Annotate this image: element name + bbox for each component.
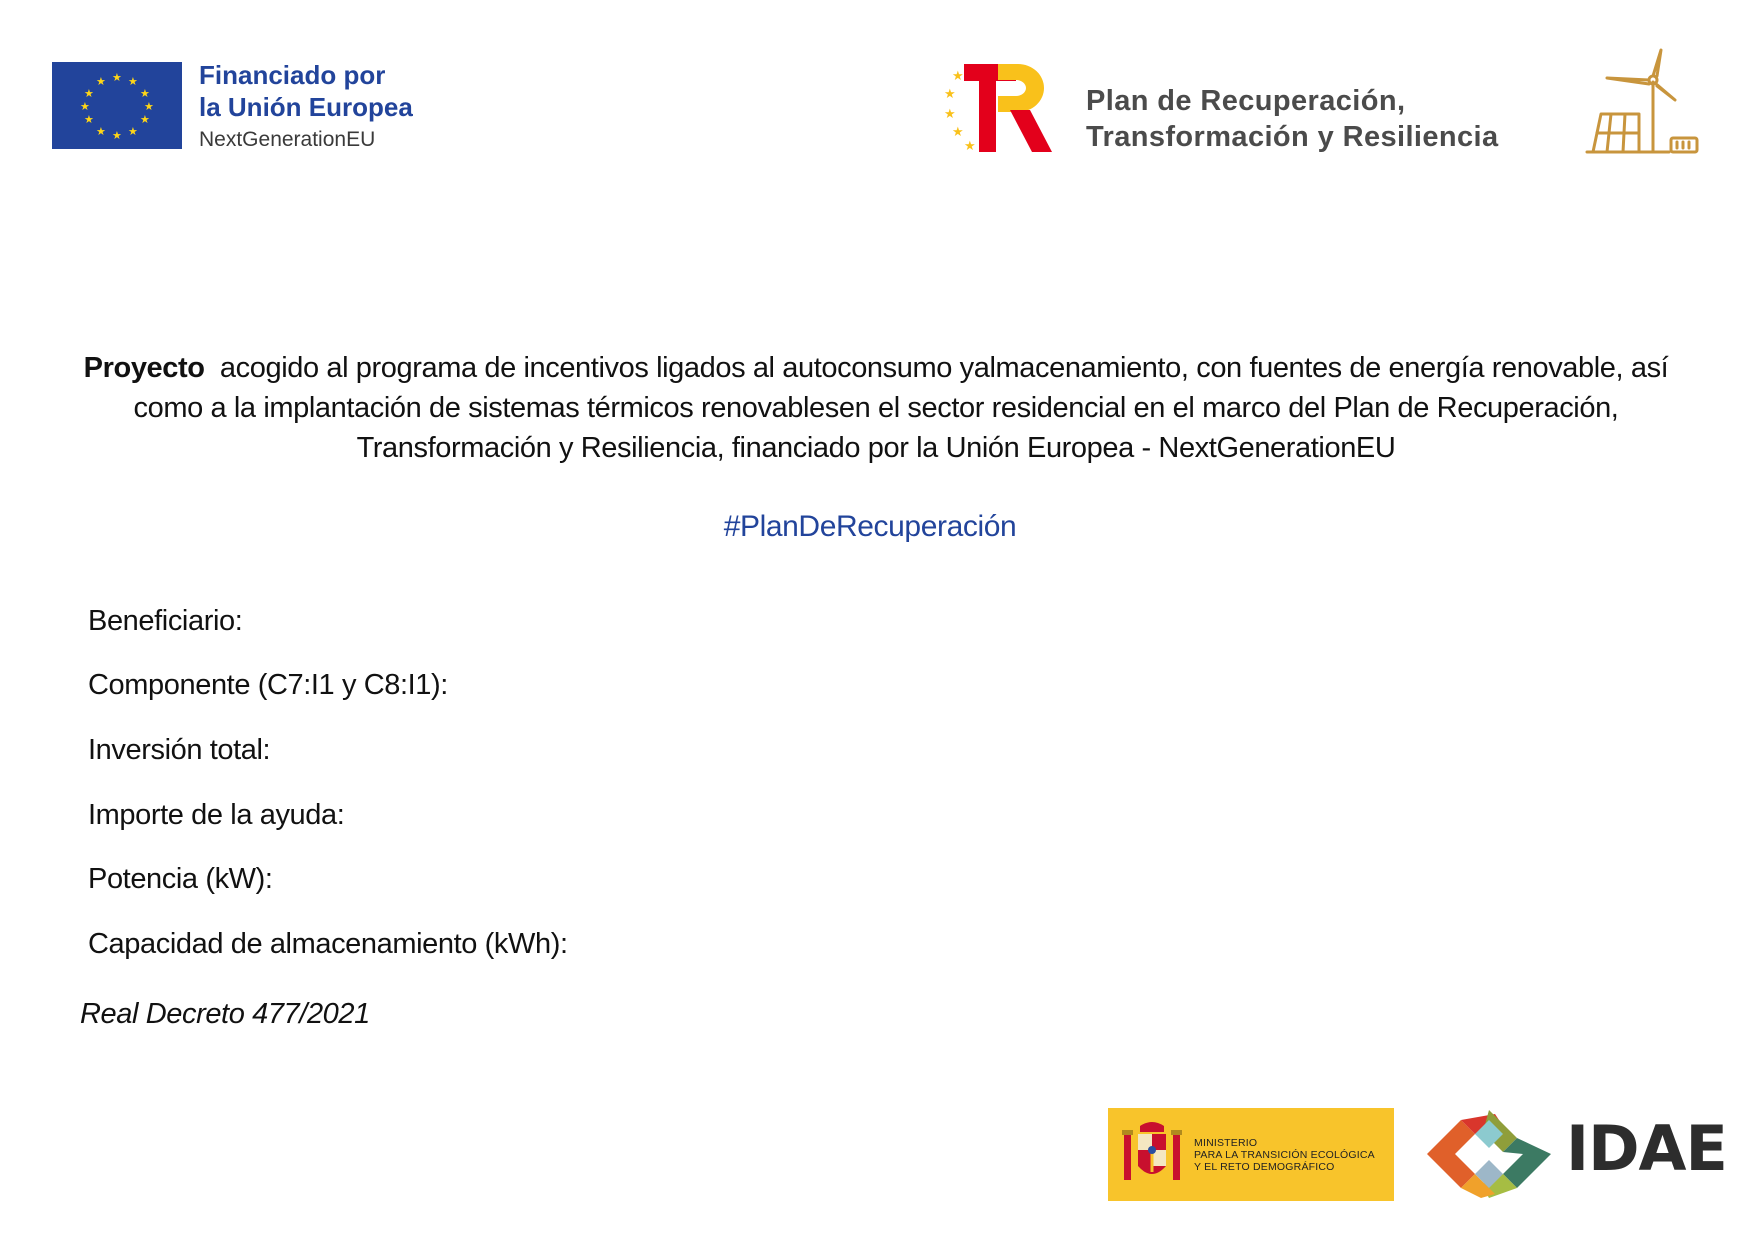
- svg-text:★: ★: [944, 106, 956, 121]
- svg-text:★: ★: [952, 68, 964, 83]
- plan-line-1: Plan de Recuperación,: [1086, 85, 1406, 117]
- project-description-text: acogido al programa de incentivos ligados al autoconsumo yalmacenamiento, con fuentes de energía renovable, así como a la implantación de sistemas térmicos renovablesen el sector residencial en el marco del Plan de Recuperación, Transformación y Resiliencia, financiado por la Unión Europea - NextGenerationEU: [133, 352, 1669, 464]
- eu-flag-icon: ★ ★ ★ ★ ★ ★ ★ ★ ★ ★ ★ ★: [52, 62, 182, 149]
- coat-of-arms-icon: [1120, 1120, 1184, 1190]
- eu-line-nextgen: NextGenerationEU: [199, 128, 376, 151]
- eu-line-financed: Financiado por: [199, 60, 386, 90]
- hashtag: #PlanDeRecuperación: [723, 510, 1017, 543]
- prtr-logo-icon: [942, 60, 1057, 155]
- ministry-line-1: MINISTERIO: [1194, 1136, 1258, 1149]
- field-beneficiario: Beneficiario:: [88, 605, 243, 637]
- plan-line-2: Transformación y Resiliencia: [1086, 121, 1499, 153]
- ministry-line-2: PARA LA TRANSICIÓN ECOLÓGICA: [1194, 1148, 1375, 1161]
- svg-text:★: ★: [964, 138, 976, 153]
- renewable-energy-icon: [1583, 48, 1701, 160]
- eu-funding-text: [199, 59, 413, 155]
- idae-logo-icon: [1420, 1104, 1558, 1204]
- svg-text:★: ★: [952, 124, 964, 139]
- plan-recuperacion-text: [1086, 83, 1499, 155]
- project-description: [80, 348, 1672, 468]
- real-decreto: Real Decreto 477/2021: [80, 998, 370, 1030]
- field-capacidad-almacenamiento: Capacidad de almacenamiento (kWh):: [88, 928, 568, 960]
- field-potencia: Potencia (kW):: [88, 863, 273, 895]
- eu-funding-logo: [52, 62, 413, 155]
- eu-line-union: la Unión Europea: [199, 92, 413, 122]
- field-importe-ayuda: Importe de la ayuda:: [88, 799, 345, 831]
- field-componente: Componente (C7:I1 y C8:I1):: [88, 669, 448, 701]
- ministry-logo: [1108, 1108, 1394, 1201]
- field-inversion-total: Inversión total:: [88, 734, 271, 766]
- project-label: Proyecto: [83, 352, 205, 384]
- svg-text:★: ★: [944, 86, 956, 101]
- idae-wordmark: IDAE: [1566, 1112, 1727, 1185]
- ministry-text: [1194, 1137, 1375, 1173]
- ministry-line-3: Y EL RETO DEMOGRÁFICO: [1194, 1160, 1335, 1173]
